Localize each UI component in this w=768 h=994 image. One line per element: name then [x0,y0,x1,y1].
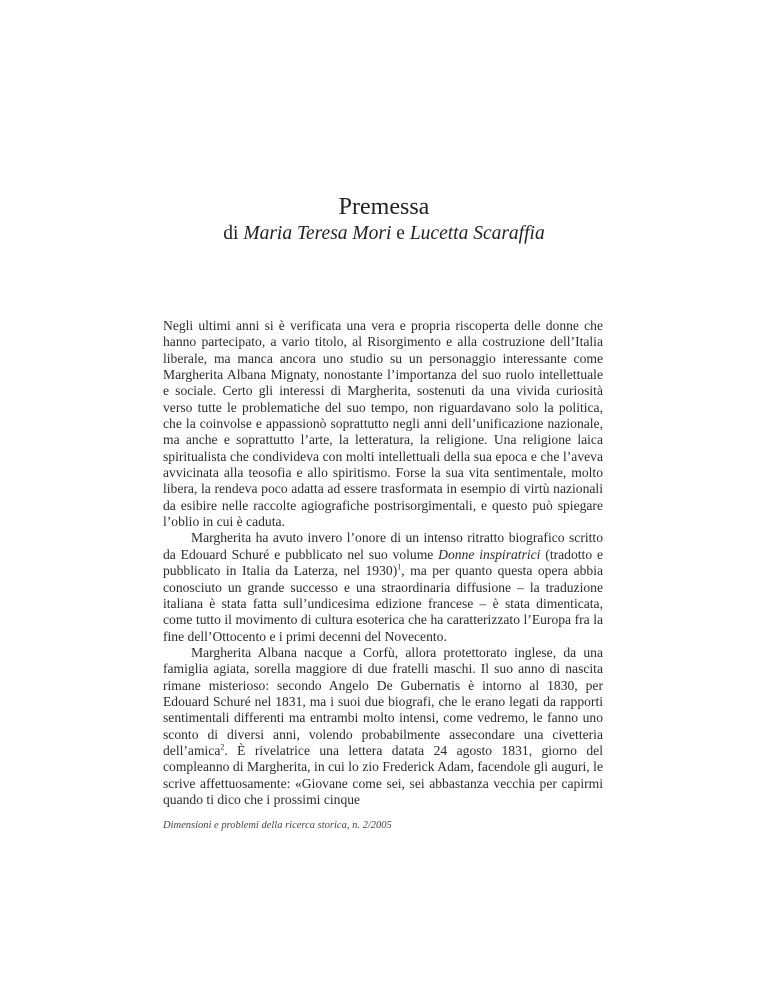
text-run: Margherita Albana nacque a Corfù, allora protettorato inglese, da una famiglia agiata, sorella maggiore di due fratelli maschi. Il suo anno di nascita rimane misterioso: secondo Angelo De Gubernatis è intorno al 1830, per Edouard Schuré nel 1831, ma i suoi due biografi, che le erano legati da rapporti sentimentali differenti ma entrambi molto intensi, come vedremo, le fanno uno sconto di diversi anni, volendo probabilmente assecondare una civetteria dell’amica [163,644,603,758]
text-run: . È rivelatrice una lettera datata 24 agosto 1831, giorno del compleanno di Margherita, in cui lo zio Frederick Adam, facendole gli auguri, le scrive affettuosamente: «Giovane come sei, sei abbastanza vecchia per capirmi quando ti dico che i prossimi cinque [163,742,603,807]
byline-prefix: di [223,223,239,244]
text-run: , ma per quanto questa opera abbia conosciuto un grande successo e una straordinaria diffusione – la traduzione italiana è stata fatta sull’undicesima edizione francese – è stata dimenticata, come tutto il movimento di cultura esoterica che ha caratterizzato l’Europa fra la fine dell’Ottocento e i primi decenni del Novecento. [163,563,604,644]
author-byline [0,222,768,246]
footnote-marker: 2 [220,742,225,752]
body-text [163,318,603,808]
journal-footer: Dimensioni e problemi della ricerca storica, n. 2/2005 [163,820,392,831]
author-name-2: Lucetta Scaraffia [409,223,545,244]
paragraph [163,530,603,644]
text-run: Negli ultimi anni si è verificata una vera e propria riscoperta delle donne che hanno partecipato, a vario titolo, al Risorgimento e alla costruzione dell’Italia liberale, ma manca ancora uno studio su un personaggio interessante come Margherita Albana Mignaty, nonostante l’importanza del suo ruolo intellettuale e sociale. Certo gli interessi di Margherita, sostenuti da una vivida curiosità verso tutte le problematiche del suo tempo, non riguardavano solo la politica, che la coinvolse e appassionò soprattutto negli anni dell’unificazione nazionale, ma anche e soprattutto l’arte, la letteratura, la religione. Una religione laica spiritualista che condivideva con molti intellettuali della sua epoca e che l’aveva avvicinata alla teosofia e allo spiritismo. Forse la sua vita sentimentale, molto libera, la rendeva poco adatta ad essere trasformata in esempio di virtù nazionali da esibire nelle raccolte agiografiche postrisorgimentali, e questo può spiegare l’oblio in cui è caduta. [163,318,603,530]
footnote-marker: 1 [397,562,402,572]
paragraph [163,645,603,808]
text-run: (tradotto e pubblicato in Italia da Laterza, nel 1930) [163,546,604,579]
author-name-1: Maria Teresa Mori [243,223,392,244]
paragraph [163,318,603,530]
heading-block [0,193,768,246]
byline-conjunction: e [396,223,405,244]
page-title: Premessa [338,194,430,220]
italic-title: Donne inspiratrici [438,546,541,562]
text-run: Margherita ha avuto invero l’onore di un intenso ritratto biografico scritto da Edouard Schuré e pubblicato nel suo volume [163,530,603,562]
